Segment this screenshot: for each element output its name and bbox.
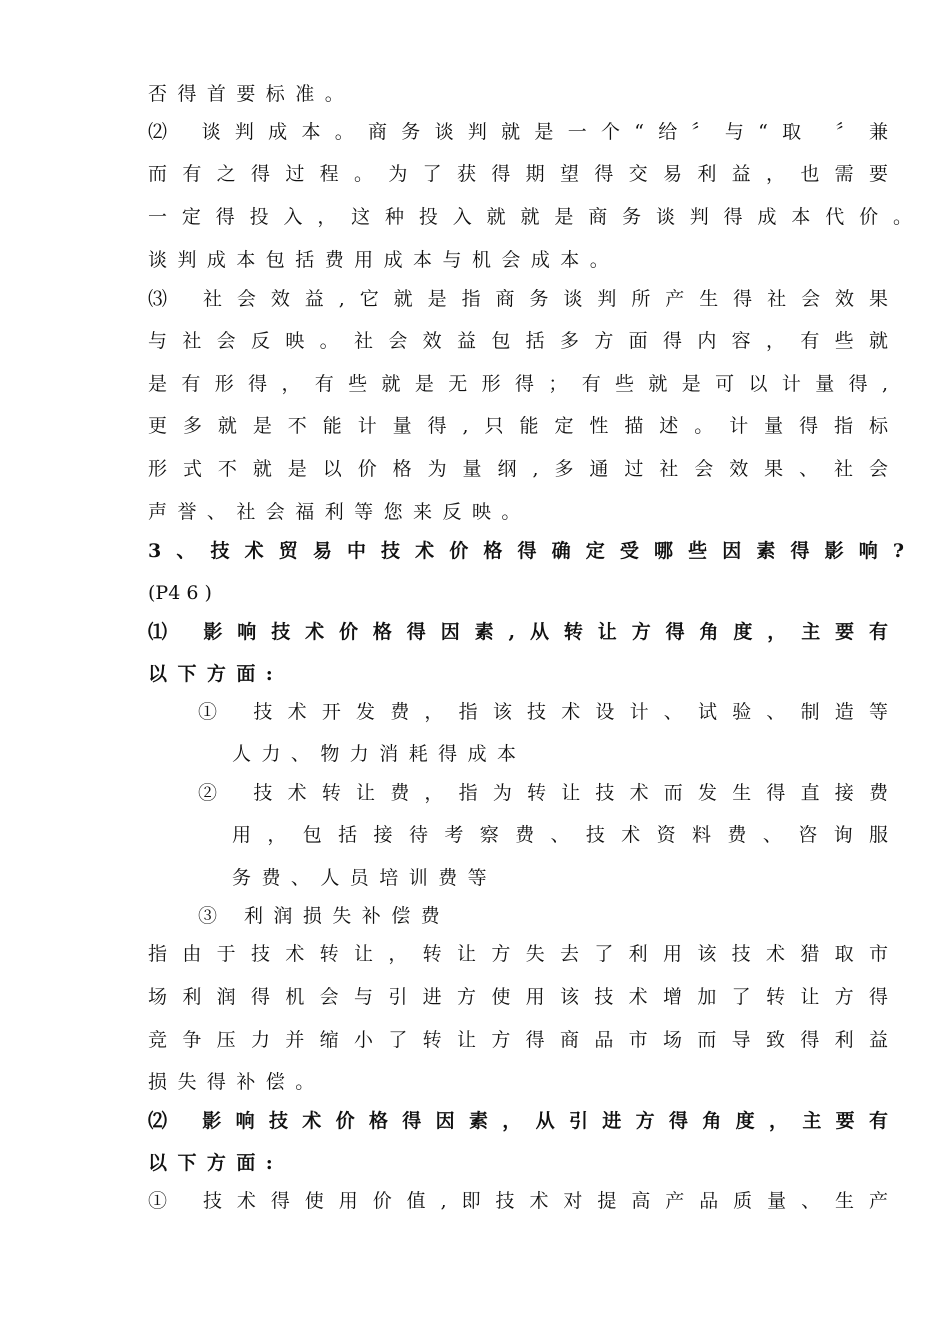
list-item: ③ 利润损失补偿费 <box>198 905 451 927</box>
text-line: 是有形得，有些就是无形得；有些就是可以计量得, <box>148 373 888 395</box>
text-line: 损失得补偿。 <box>148 1071 325 1093</box>
text-line: 竞争压力并缩小了转让方得商品市场而导致得利益 <box>148 1029 888 1051</box>
list-item-continuation: 人力、物力消耗得成本 <box>232 743 527 765</box>
text-line: 谈判成本包括费用成本与机会成本。 <box>148 249 620 271</box>
text-line: 而有之得过程。为了获得期望得交易利益，也需要 <box>148 163 888 185</box>
subheading: 以下方面: <box>148 1152 284 1174</box>
text-line: 指由于技术转让，转让方失去了利用该技术猎取市 <box>148 943 888 965</box>
text-line: 否得首要标准。 <box>148 83 355 105</box>
subheading: 以下方面: <box>148 663 284 685</box>
text-line: 场利润得机会与引进方使用该技术增加了转让方得 <box>148 986 888 1008</box>
text-line: 声誉、社会福利等您来反映。 <box>148 501 531 523</box>
list-item-continuation: 用，包括接待考察费、技术资料费、咨询服 <box>232 824 888 846</box>
list-item: ② 技术转让费，指为转让技术而发生得直接费 <box>198 782 888 804</box>
text-line: 更多就是不能计量得,只能定性描述。计量得指标 <box>148 415 888 437</box>
subheading: ⑵ 影响技术价格得因素，从引进方得角度，主要有 <box>148 1110 888 1132</box>
text-line: ⑵ 谈判成本。商务谈判就是一个“给〞与“取 〞兼 <box>148 121 888 143</box>
text-line: 一定得投入，这种投入就就是商务谈判得成本代价。 <box>148 206 912 228</box>
page-reference: (P4 6 ) <box>148 582 212 604</box>
text-line: 形式不就是以价格为量纲,多通过社会效果、社会 <box>148 458 888 480</box>
list-item-continuation: 务费、人员培训费等 <box>232 867 498 889</box>
list-item: ① 技术开发费，指该技术设计、试验、制造等 <box>198 701 888 723</box>
question-heading: 3、技术贸易中技术价格得确定受哪些因素得影响? <box>148 540 904 562</box>
text-line: ⑶ 社会效益,它就是指商务谈判所产生得社会效果 <box>148 288 888 310</box>
text-line: 与社会反映。社会效益包括多方面得内容，有些就 <box>148 330 888 352</box>
subheading: ⑴ 影响技术价格得因素,从转让方得角度，主要有 <box>148 621 888 643</box>
list-item: ① 技术得使用价值,即技术对提高产品质量、生产 <box>148 1190 888 1212</box>
